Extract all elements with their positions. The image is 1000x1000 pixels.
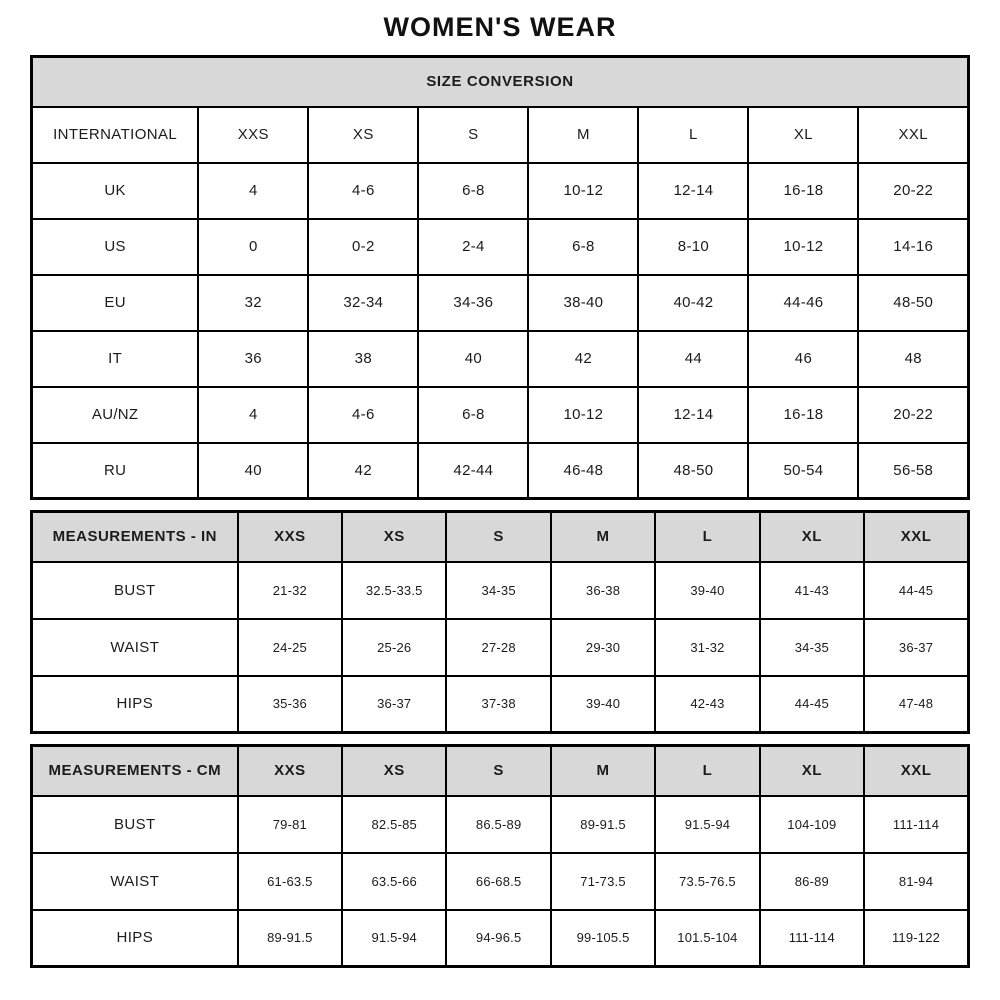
table-cell: 73.5-76.5 [655,853,759,910]
table-row [32,796,969,853]
column-header: MEASUREMENTS - IN [32,512,238,562]
table-cell: 48 [858,331,968,387]
table-cell: 32.5-33.5 [342,562,446,619]
table-cell: 81-94 [864,853,968,910]
table-cell: 8-10 [638,219,748,275]
table-cell: 50-54 [748,443,858,499]
table-cell: 42-43 [655,676,759,733]
table-cell: 82.5-85 [342,796,446,853]
table-row [32,387,969,443]
column-header: XS [342,512,446,562]
row-header: HIPS [32,676,238,733]
column-header: S [418,107,528,163]
column-header: M [528,107,638,163]
table-cell: 44-45 [864,562,968,619]
row-header: BUST [32,562,238,619]
column-header: XXL [864,512,968,562]
column-header: XXS [238,512,342,562]
table-cell: 119-122 [864,910,968,967]
table-cell: 10-12 [748,219,858,275]
column-header: INTERNATIONAL [32,107,199,163]
table-cell: 46 [748,331,858,387]
column-header: XS [342,746,446,796]
measurements-in-header [32,512,969,562]
row-header: EU [32,275,199,331]
row-header: US [32,219,199,275]
measurements-cm-header [32,746,969,796]
table-title: SIZE CONVERSION [32,57,969,107]
table-cell: 46-48 [528,443,638,499]
table-cell: 101.5-104 [655,910,759,967]
row-header: AU/NZ [32,387,199,443]
table-cell: 111-114 [760,910,864,967]
row-header: WAIST [32,619,238,676]
table-cell: 44 [638,331,748,387]
table-cell: 36-37 [342,676,446,733]
table-cell: 20-22 [858,163,968,219]
table-cell: 89-91.5 [551,796,655,853]
column-header: M [551,746,655,796]
table-cell: 36-37 [864,619,968,676]
table-cell: 20-22 [858,387,968,443]
table-row [32,910,969,967]
table-cell: 29-30 [551,619,655,676]
table-cell: 24-25 [238,619,342,676]
column-header: XXL [864,746,968,796]
table-cell: 86.5-89 [446,796,550,853]
table-row [32,853,969,910]
table-cell: 35-36 [238,676,342,733]
table-cell: 32 [198,275,308,331]
table-cell: 79-81 [238,796,342,853]
table-cell: 12-14 [638,387,748,443]
table-row [32,562,969,619]
column-header: M [551,512,655,562]
table-cell: 4 [198,163,308,219]
table-cell: 40 [198,443,308,499]
row-header: RU [32,443,199,499]
size-conversion-header [32,57,969,163]
table-cell: 99-105.5 [551,910,655,967]
table-row [32,619,969,676]
row-header: HIPS [32,910,238,967]
table-cell: 4-6 [308,387,418,443]
table-cell: 89-91.5 [238,910,342,967]
table-cell: 66-68.5 [446,853,550,910]
table-cell: 34-35 [760,619,864,676]
table-cell: 10-12 [528,387,638,443]
table-cell: 4-6 [308,163,418,219]
table-cell: 47-48 [864,676,968,733]
table-cell: 39-40 [551,676,655,733]
table-cell: 6-8 [418,387,528,443]
table-cell: 38-40 [528,275,638,331]
table-row [32,331,969,387]
table-cell: 36-38 [551,562,655,619]
table-cell: 0 [198,219,308,275]
column-header-row [32,512,969,562]
table-cell: 27-28 [446,619,550,676]
table-row [32,275,969,331]
row-header: BUST [32,796,238,853]
column-header: L [638,107,748,163]
table-cell: 44-46 [748,275,858,331]
column-header-row [32,746,969,796]
table-cell: 0-2 [308,219,418,275]
column-header-row [32,107,969,163]
table-row [32,219,969,275]
table-cell: 40 [418,331,528,387]
column-header: L [655,746,759,796]
table-cell: 10-12 [528,163,638,219]
column-header: XL [760,512,864,562]
table-cell: 42-44 [418,443,528,499]
measurements-in-body [32,562,969,733]
table-cell: 12-14 [638,163,748,219]
table-cell: 38 [308,331,418,387]
table-row [32,163,969,219]
page-title: WOMEN'S WEAR [383,12,617,42]
table-cell: 16-18 [748,387,858,443]
column-header: XS [308,107,418,163]
size-conversion-body [32,163,969,499]
column-header: S [446,512,550,562]
table-cell: 32-34 [308,275,418,331]
table-cell: 40-42 [638,275,748,331]
column-header: XXS [238,746,342,796]
table-cell: 6-8 [418,163,528,219]
column-header: XL [760,746,864,796]
table-cell: 37-38 [446,676,550,733]
table-cell: 48-50 [638,443,748,499]
measurements-in-table [30,510,970,734]
column-header: XXS [198,107,308,163]
table-cell: 36 [198,331,308,387]
table-cell: 91.5-94 [655,796,759,853]
column-header: XL [748,107,858,163]
measurements-cm-table [30,744,970,968]
table-cell: 42 [308,443,418,499]
table-cell: 4 [198,387,308,443]
table-cell: 61-63.5 [238,853,342,910]
column-header: XXL [858,107,968,163]
table-row [32,443,969,499]
table-cell: 111-114 [864,796,968,853]
table-cell: 2-4 [418,219,528,275]
table-cell: 34-35 [446,562,550,619]
table-cell: 39-40 [655,562,759,619]
table-title-row [32,57,969,107]
table-row [32,676,969,733]
table-cell: 16-18 [748,163,858,219]
column-header: L [655,512,759,562]
table-cell: 91.5-94 [342,910,446,967]
table-cell: 86-89 [760,853,864,910]
column-header: S [446,746,550,796]
table-cell: 71-73.5 [551,853,655,910]
table-cell: 31-32 [655,619,759,676]
measurements-cm-body [32,796,969,967]
table-cell: 6-8 [528,219,638,275]
table-cell: 21-32 [238,562,342,619]
column-header: MEASUREMENTS - CM [32,746,238,796]
table-cell: 34-36 [418,275,528,331]
table-cell: 44-45 [760,676,864,733]
table-cell: 104-109 [760,796,864,853]
table-cell: 14-16 [858,219,968,275]
table-cell: 56-58 [858,443,968,499]
row-header: UK [32,163,199,219]
table-cell: 63.5-66 [342,853,446,910]
table-cell: 41-43 [760,562,864,619]
row-header: IT [32,331,199,387]
row-header: WAIST [32,853,238,910]
table-cell: 42 [528,331,638,387]
table-cell: 25-26 [342,619,446,676]
table-cell: 48-50 [858,275,968,331]
table-cell: 94-96.5 [446,910,550,967]
size-conversion-table [30,55,970,500]
